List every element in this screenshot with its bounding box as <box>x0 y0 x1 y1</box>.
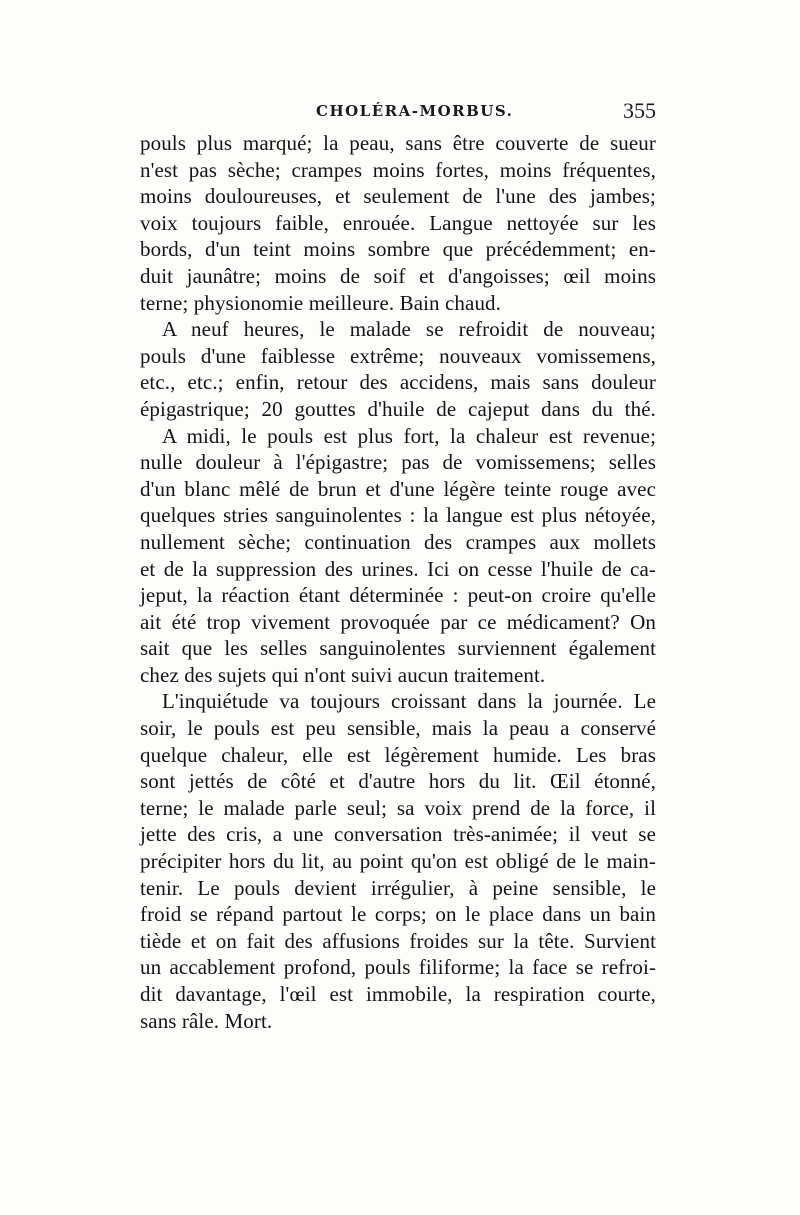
text-line: sont jettés de côté et d'autre hors du lit. Œil étonné, <box>140 769 656 794</box>
paragraph-start-line: L'inquiétude va toujours croissant dans la journée. Le <box>162 689 656 714</box>
text-line: jette des cris, a une conversation très-animée; il veut se <box>140 822 656 847</box>
text-line: quelque chaleur, elle est légèrement humide. Les bras <box>140 742 656 767</box>
text-line: précipiter hors du lit, au point qu'on est obligé de le main- <box>140 849 656 874</box>
text-line: d'un blanc mêlé de brun et d'une légère teinte rouge avec <box>140 476 656 501</box>
text-line: terne; le malade parle seul; sa voix prend de la force, il <box>140 795 656 820</box>
text-line: soir, le pouls est peu sensible, mais la peau a conservé <box>140 716 656 741</box>
paragraph-start-line: A neuf heures, le malade se refroidit de nouveau; <box>162 317 656 342</box>
text-line: duit jaunâtre; moins de soif et d'angoisses; œil moins <box>140 263 656 288</box>
text-line: sait que les selles sanguinolentes surviennent également <box>140 636 656 661</box>
text-line: ait été trop vivement provoquée par ce médicament? On <box>140 609 656 634</box>
text-line: bords, d'un teint moins sombre que précédemment; en- <box>140 237 656 262</box>
text-line: tenir. Le pouls devient irrégulier, à peine sensible, le <box>140 875 656 900</box>
text-line: n'est pas sèche; crampes moins fortes, moins fréquentes, <box>140 157 656 182</box>
text-line: etc., etc.; enfin, retour des accidens, mais sans douleur <box>140 370 656 395</box>
text-line: et de la suppression des urines. Ici on cesse l'huile de ca- <box>140 556 656 581</box>
text-line: tiède et on fait des affusions froides sur la tête. Survient <box>140 928 656 953</box>
running-header <box>140 98 656 128</box>
paragraph-start-line: A midi, le pouls est plus fort, la chaleur est revenue; <box>162 423 656 448</box>
text-line: épigastrique; 20 gouttes d'huile de cajeput dans du thé. <box>140 396 656 421</box>
text-line: froid se répand partout le corps; on le place dans un bain <box>140 902 656 927</box>
text-line: chez des sujets qui n'ont suivi aucun traitement. <box>140 662 546 687</box>
text-line: pouls d'une faiblesse extrême; nouveaux vomissemens, <box>140 343 656 368</box>
text-line: pouls plus marqué; la peau, sans être couverte de sueur <box>140 131 656 155</box>
text-line: quelques stries sanguinolentes : la langue est plus nétoyée, <box>140 503 656 528</box>
text-line: jeput, la réaction étant déterminée : peut-on croire qu'elle <box>140 583 656 608</box>
running-title: CHOLÉRA-MORBUS. <box>316 102 514 120</box>
text-line: un accablement profond, pouls filiforme; la face se refroi- <box>140 955 656 980</box>
page-number: 355 <box>623 98 656 123</box>
text-line: terne; physionomie meilleure. Bain chaud. <box>140 290 501 315</box>
text-line: sans râle. Mort. <box>140 1008 273 1033</box>
text-line: nulle douleur à l'épigastre; pas de vomissemens; selles <box>140 450 656 475</box>
text-line: nullement sèche; continuation des crampes aux mollets <box>140 529 656 554</box>
text-line: moins douloureuses, et seulement de l'une des jambes; <box>140 184 656 209</box>
text-line: dit davantage, l'œil est immobile, la respiration courte, <box>140 982 656 1006</box>
body-text <box>140 130 656 1034</box>
text-line: voix toujours faible, enrouée. Langue nettoyée sur les <box>140 210 656 235</box>
